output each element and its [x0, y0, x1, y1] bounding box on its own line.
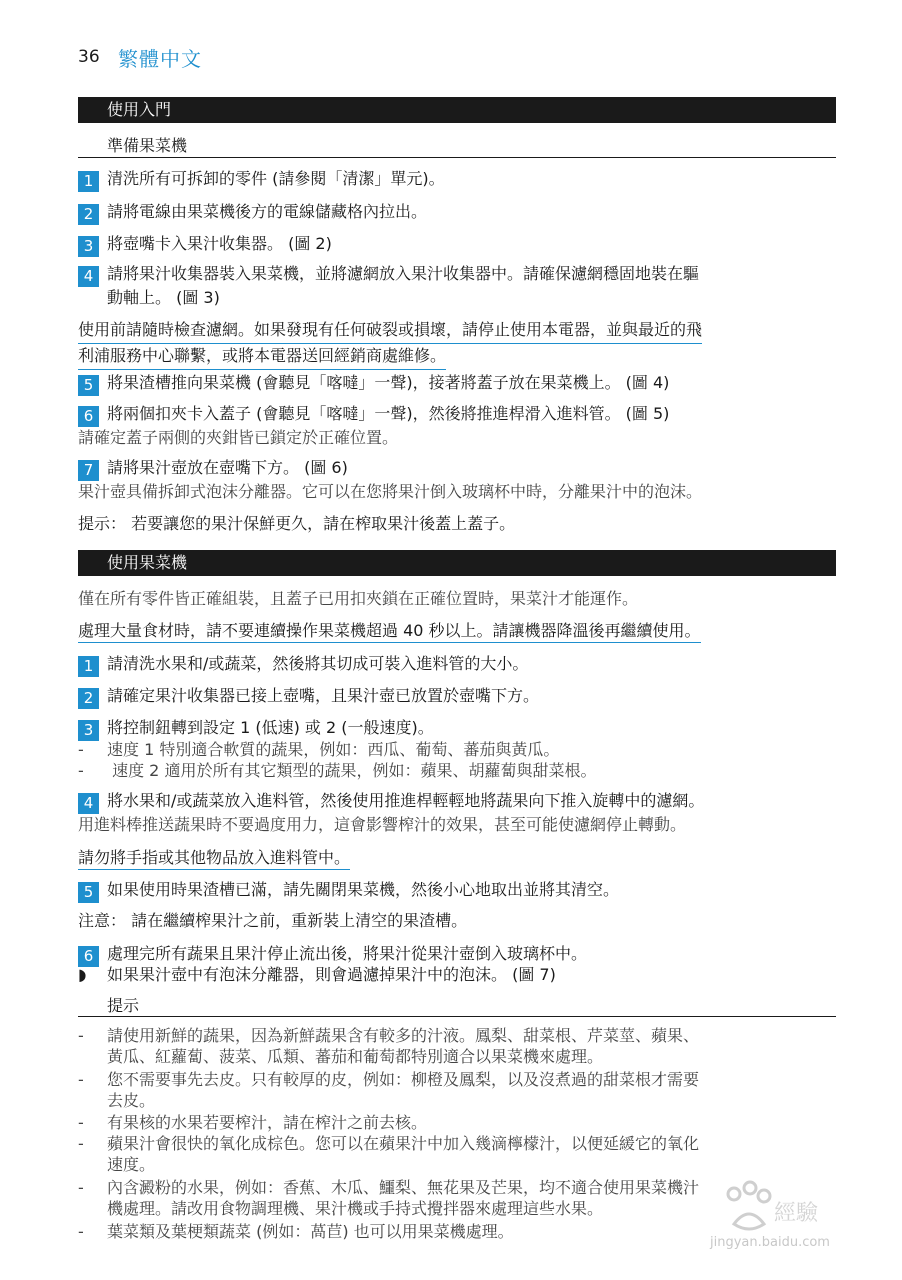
page-number: 36: [78, 47, 100, 67]
warning-line: 處理大量食材時，請不要連續操作果菜機超過 40 秒以上。請讓機器降溫後再繼續使用。: [78, 618, 701, 643]
step-number: 2: [78, 688, 99, 709]
step-number: 4: [78, 793, 99, 814]
watermark-url: jingyan.baidu.com: [710, 1235, 830, 1250]
intro-text: 僅在所有零件皆正確組裝，且蓋子已用扣夾鎖在正確位置時，果菜汁才能運作。: [78, 589, 639, 608]
language-label: 繁體中文: [118, 47, 202, 71]
step-1: [78, 166, 445, 192]
step-number: 1: [78, 656, 99, 677]
subsection-heading: 準備果菜機: [78, 133, 836, 158]
warning-line: 利浦服務中心聯繫，或將本電器送回經銷商處維修。: [78, 344, 446, 370]
dash-marker: -: [78, 1222, 84, 1241]
tip-item: [78, 1112, 427, 1133]
step-4: [78, 790, 704, 836]
tip-keep-fresh: 提示： 若要讓您的果汁保鮮更久，請在榨取果汁後蓋上蓋子。: [78, 514, 516, 533]
step-4: [78, 263, 699, 309]
tips-heading: 提示: [78, 993, 836, 1017]
step-5: [78, 370, 669, 396]
step-text: 請清洗水果和/或蔬菜，然後將其切成可裝入進料管的大小。: [107, 654, 529, 673]
tip-line: 蘋果汁會很快的氧化成棕色。您可以在蘋果汁中加入幾滴檸檬汁，以便延緩它的氧化: [107, 1134, 700, 1153]
warning-line: 請勿將手指或其他物品放入進料管中。: [78, 845, 350, 870]
speed-note-text: 速度 1 特別適合軟質的蔬果，例如：西瓜、葡萄、蕃茄與黃瓜。: [107, 740, 560, 759]
watermark-mark: 經驗: [774, 1201, 819, 1226]
warning-line: 使用前請隨時檢查濾網。如果發現有任何破裂或損壞，請停止使用本電器，並與最近的飛: [78, 318, 702, 344]
step-1: [78, 651, 528, 677]
speed-note: [78, 737, 559, 760]
warning-check-filter: [78, 318, 702, 370]
section-bar-getting-started: [78, 97, 836, 123]
step-note: 果汁壺具備拆卸式泡沫分離器。它可以在您將果汁倒入玻璃杯中時，分離果汁中的泡沫。: [78, 482, 703, 501]
warning-fingers: [78, 845, 350, 870]
step-text: 將控制鈕轉到設定 1 (低速) 或 2 (一般速度)。: [107, 718, 434, 737]
tip-item: [78, 1221, 514, 1242]
caution-note: 注意： 請在繼續榨果汁之前，重新裝上清空的果渣槽。: [78, 911, 468, 930]
speed-note: [78, 758, 596, 781]
step-text: 將兩個扣夾卡入蓋子 (會聽見「喀噠」一聲)，然後將推進桿滑入進料管。 (圖 5): [107, 404, 670, 423]
speed-note-text: 速度 2 適用於所有其它類型的蔬果，例如：蘋果、胡蘿蔔與甜菜根。: [107, 761, 597, 780]
step-text: 請確定果汁收集器已接上壺嘴，且果汁壺已放置於壺嘴下方。: [107, 686, 540, 705]
baidu-watermark-logo: [704, 1172, 864, 1252]
tip-line: 葉菜類及葉梗類蔬菜 (例如：萵苣) 也可以用果菜機處理。: [107, 1222, 514, 1241]
bullet-foam: [78, 962, 556, 985]
step-note: 請確定蓋子兩側的夾鉗皆已鎖定於正確位置。: [78, 428, 399, 447]
section-bar-using: [78, 550, 836, 576]
step-text: 如果使用時果渣槽已滿，請先關閉果菜機，然後小心地取出並將其清空。: [107, 880, 620, 899]
tip-item: [78, 1133, 699, 1175]
step-7: [78, 457, 702, 503]
tip-item: [78, 1177, 699, 1219]
step-number: 5: [78, 882, 99, 903]
step-number: 1: [78, 171, 99, 192]
step-text: 處理完所有蔬果且果汁停止流出後，將果汁從果汁壺倒入玻璃杯中。: [107, 944, 588, 963]
step-2: [78, 199, 427, 225]
step-text: 將水果和/或蔬菜放入進料管，然後使用推進桿輕輕地將蔬果向下推入旋轉中的濾網。: [107, 791, 705, 810]
dash-marker: -: [78, 1134, 84, 1153]
tip-line: 您不需要事先去皮。只有較厚的皮，例如：柳橙及鳳梨，以及沒煮過的甜菜根才需要: [107, 1070, 700, 1089]
step-number: 5: [78, 375, 99, 396]
tip-line: 內含澱粉的水果，例如：香蕉、木瓜、鱷梨、無花果及芒果，均不適合使用果菜機汁: [107, 1178, 700, 1197]
step-number: 3: [78, 236, 99, 257]
step-5: [78, 877, 619, 903]
dash-marker: -: [78, 740, 84, 759]
section-title: 使用入門: [107, 100, 172, 119]
dash-marker: -: [78, 1070, 84, 1089]
tip-item: [78, 1069, 699, 1111]
step-text: 將壺嘴卡入果汁收集器。 (圖 2): [107, 234, 332, 253]
tip-line: 去皮。: [107, 1091, 156, 1110]
step-text: 請將果汁壺放在壺嘴下方。 (圖 6): [107, 458, 348, 477]
step-number: 6: [78, 406, 99, 427]
dash-marker: -: [78, 761, 84, 780]
step-number: 2: [78, 204, 99, 225]
step-text: 請將果汁收集器裝入果菜機，並將濾網放入果汁收集器中。請確保濾網穩固地裝在驅: [107, 264, 700, 283]
step-number: 7: [78, 460, 99, 481]
step-text: 將果渣槽推向果菜機 (會聽見「喀噠」一聲)，接著將蓋子放在果菜機上。 (圖 4): [107, 373, 670, 392]
step-number: 4: [78, 266, 99, 287]
step-number: 6: [78, 946, 99, 967]
step-3: [78, 231, 332, 257]
tip-line: 機處理。請改用食物調理機、果汁機或手持式攪拌器來處理這些水果。: [107, 1199, 604, 1218]
step-note: 用進料棒推送蔬果時不要過度用力，這會影響榨汁的效果，甚至可能使濾網停止轉動。: [78, 815, 687, 834]
step-number: 3: [78, 720, 99, 741]
step-text-cont: 動軸上。 (圖 3): [107, 288, 220, 307]
tip-line: 有果核的水果若要榨汁，請在榨汁之前去核。: [107, 1113, 428, 1132]
section-title: 使用果菜機: [107, 553, 188, 572]
tip-item: [78, 1025, 699, 1067]
step-6: [78, 403, 669, 449]
bullet-text: 如果果汁壺中有泡沫分離器，則會過濾掉果汁中的泡沫。 (圖 7): [107, 965, 556, 984]
dash-marker: -: [78, 1113, 84, 1132]
dash-marker: -: [78, 1026, 84, 1045]
step-text: 請將電線由果菜機後方的電線儲藏格內拉出。: [107, 202, 428, 221]
warning-40-seconds: [78, 618, 701, 643]
tip-line: 速度。: [107, 1155, 156, 1174]
dash-marker: -: [78, 1178, 84, 1197]
step-text: 清洗所有可拆卸的零件 (請參閱「清潔」單元)。: [107, 169, 445, 188]
tip-line: 黃瓜、紅蘿蔔、菠菜、瓜類、蕃茄和葡萄都特別適合以果菜機來處理。: [107, 1047, 604, 1066]
step-2: [78, 683, 539, 709]
tip-line: 請使用新鮮的蔬果，因為新鮮蔬果含有較多的汁液。鳳梨、甜菜根、芹菜莖、蘋果、: [107, 1026, 700, 1045]
bullet-marker-icon: ◗: [78, 965, 87, 984]
